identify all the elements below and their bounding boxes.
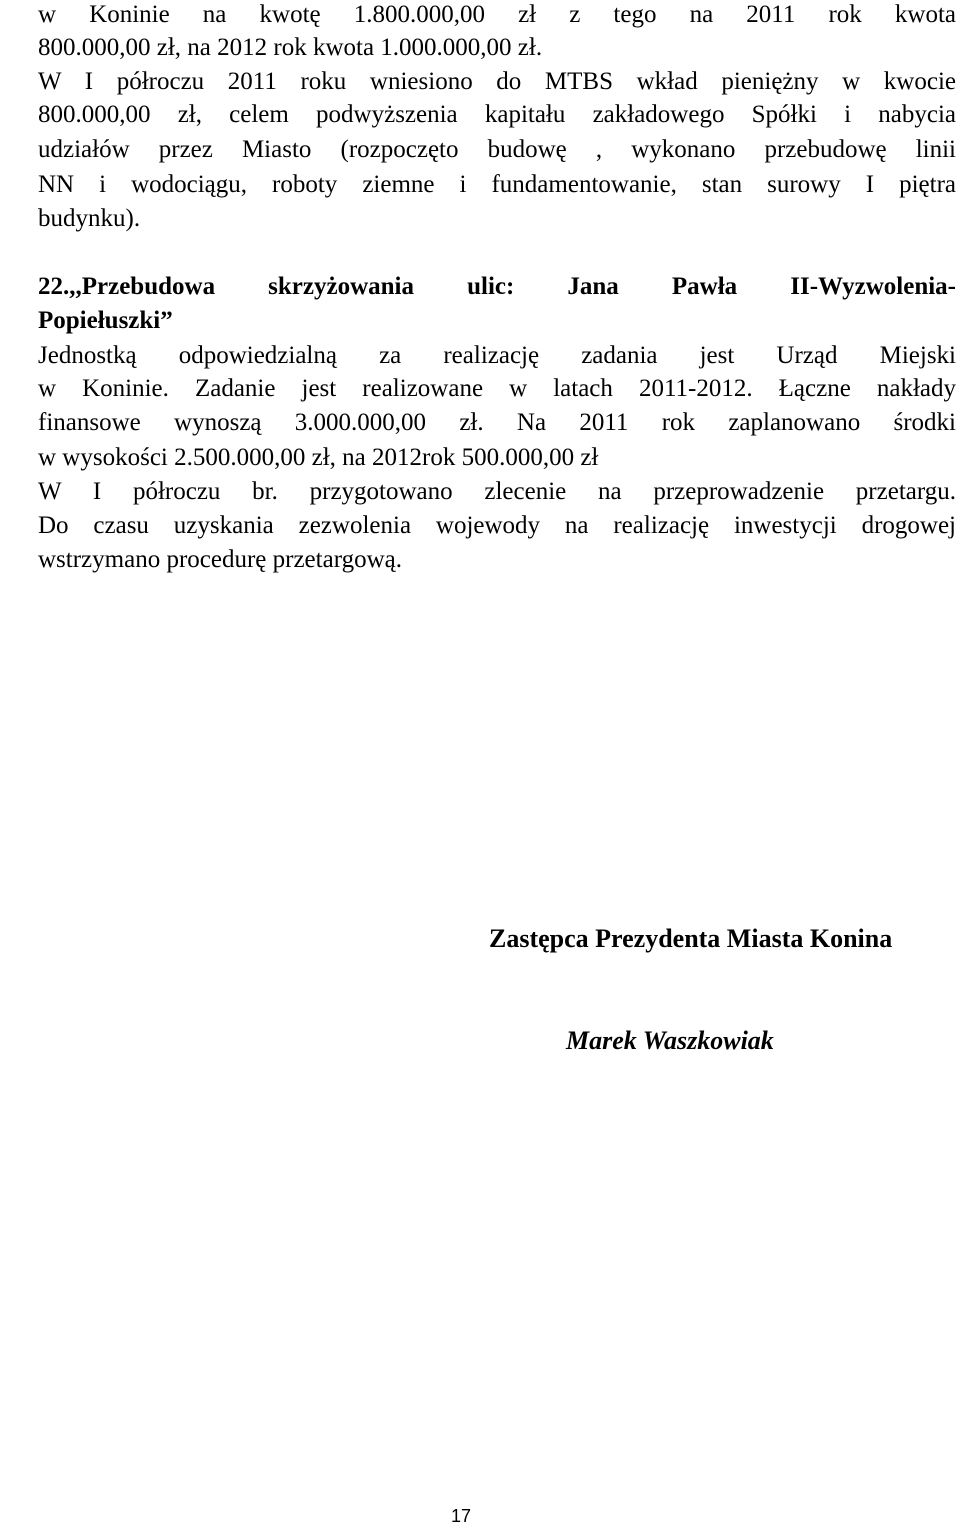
text-line: 800.000,00 zł, na 2012 rok kwota 1.000.000,00 zł. <box>38 34 543 61</box>
text-line: 800.000,00 zł, celem podwyższenia kapitału zakładowego Spółki i nabycia <box>38 101 956 128</box>
text-line: Do czasu uzyskania zezwolenia wojewody na realizację inwestycji drogowej <box>38 512 956 539</box>
text-line: w Koninie. Zadanie jest realizowane w latach 2011-2012. Łączne nakłady <box>38 375 956 402</box>
text-line: Jednostką odpowiedzialną za realizację zadania jest Urząd Miejski <box>38 342 956 369</box>
text-line: udziałów przez Miasto (rozpoczęto budowę , wykonano przebudowę linii <box>38 136 956 163</box>
page-number: 17 <box>450 1506 472 1526</box>
text-line: w Koninie na kwotę 1.800.000,00 zł z tego na 2011 rok kwota <box>38 1 956 28</box>
text-line: wstrzymano procedurę przetargową. <box>38 546 402 573</box>
text-line: NN i wodociągu, roboty ziemne i fundamentowanie, stan surowy I piętra <box>38 171 956 198</box>
signature-title: Zastępca Prezydenta Miasta Konina <box>489 924 893 953</box>
text-line: w wysokości 2.500.000,00 zł, na 2012rok 500.000,00 zł <box>38 444 599 471</box>
section-heading: Popiełuszki” <box>38 307 173 334</box>
text-line: budynku). <box>38 205 141 232</box>
text-line: finansowe wynoszą 3.000.000,00 zł. Na 2011 rok zaplanowano środki <box>38 409 956 436</box>
text-line: W I półroczu 2011 roku wniesiono do MTBS wkład pieniężny w kwocie <box>38 68 956 95</box>
text-line: W I półroczu br. przygotowano zlecenie na przeprowadzenie przetargu. <box>38 478 956 505</box>
section-heading: 22.,,Przebudowa skrzyżowania ulic: Jana Pawła II-Wyzwolenia- <box>38 273 956 300</box>
signature-name: Marek Waszkowiak <box>566 1026 774 1055</box>
